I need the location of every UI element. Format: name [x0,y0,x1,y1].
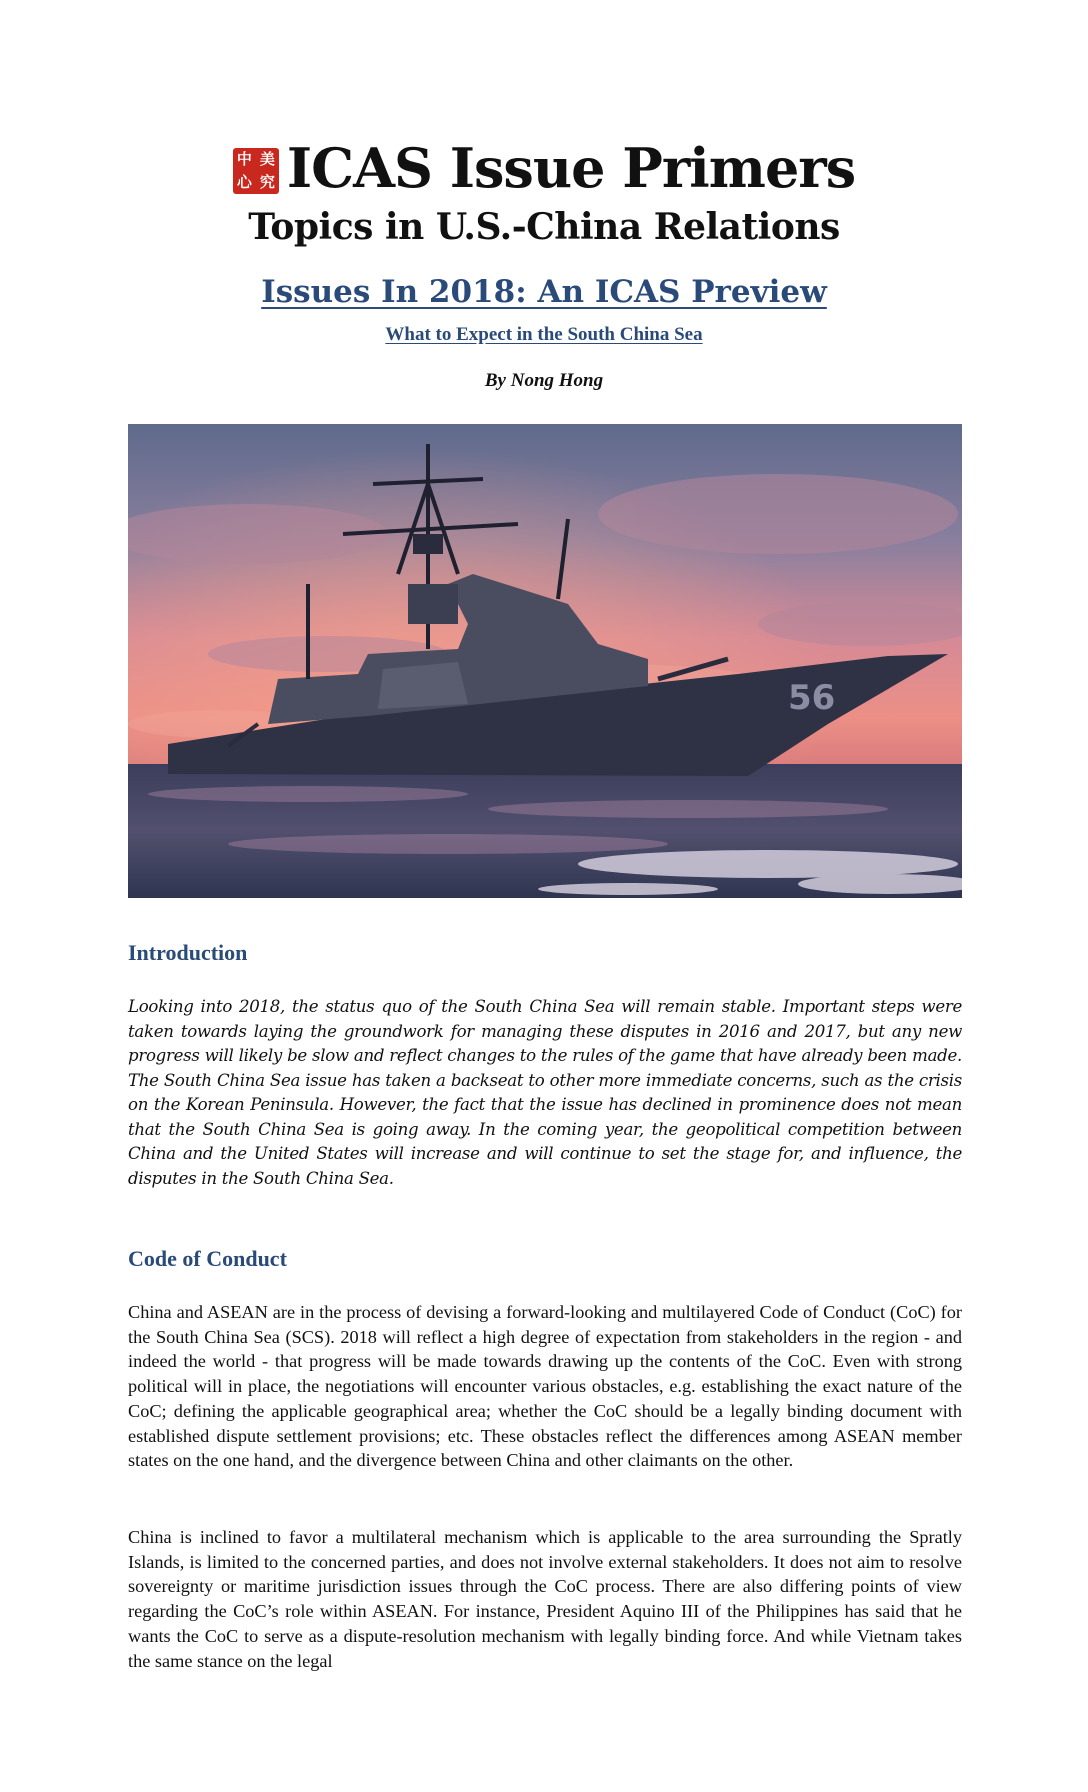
article-subtitle-link[interactable]: What to Expect in the South China Sea [385,324,703,345]
header [0,136,1088,200]
code-of-conduct-heading: Code of Conduct [128,1246,287,1271]
series-subtitle: Topics in U.S.-China Relations [248,206,840,248]
logo-char: 中 [236,150,252,168]
logo-char: 究 [259,173,275,191]
article-title[interactable] [0,274,1088,310]
hull-number: 56 [788,678,836,718]
code-of-conduct-paragraph-1: China and ASEAN are in the process of devising a forward-looking and multilayered Code of Conduct (CoC) for the South China Sea (SCS). 2018 will reflect a high degree of expectation from stakeholders in the region - and indeed the world - that progress will be made towards drawing up the contents of the CoC. Even with strong political will in place, the negotiations will encounter various obstacles, e.g. establishing the exact nature of the CoC; defining the applicable geographical area; whether the CoC should be a legally binding document with established dispute settlement provisions; etc. These obstacles reflect the differences among ASEAN member states on the one hand, and the divergence between China and other claimants on the other. [128,1302,962,1471]
series-title: ICAS Issue Primers [286,136,856,200]
introduction-heading: Introduction [128,940,248,965]
icas-logo [233,148,279,194]
logo-char: 美 [259,150,275,168]
code-of-conduct-paragraph-2: China is inclined to favor a multilateral mechanism which is applicable to the area surrounding the Spratly Islands, is limited to the concerned parties, and does not involve external stakeholders. It does not aim to resolve sovereignty or maritime jurisdiction issues through the CoC process. There are also differing points of view regarding the CoC’s role within ASEAN. For instance, President Aquino III of the Philippines has said that he wants the CoC to serve as a dispute-resolution mechanism with legally binding force. And while Vietnam takes the same stance on the legal [128,1527,962,1671]
warship-photo [128,424,962,898]
logo-char: 心 [236,173,252,191]
article-title-link[interactable]: Issues In 2018: An ICAS Preview [261,274,827,310]
introduction-paragraph: Looking into 2018, the status quo of the South China Sea will remain stable. Important steps were taken towards laying the groundwork for managing these disputes in 2016 and 2017, but any new progress will likely be slow and reflect changes to the rules of the game that have already been made. The South China Sea issue has taken a backseat to other more immediate concerns, such as the crisis on the Korean Peninsula. However, the fact that the issue has declined in prominence does not mean that the South China Sea is going away. In the coming year, the geopolitical competition between China and the United States will increase and will continue to set the stage for, and influence, the disputes in the South China Sea. [128,997,962,1188]
article-subtitle[interactable] [0,324,1088,346]
byline: By Nong Hong [484,370,604,391]
